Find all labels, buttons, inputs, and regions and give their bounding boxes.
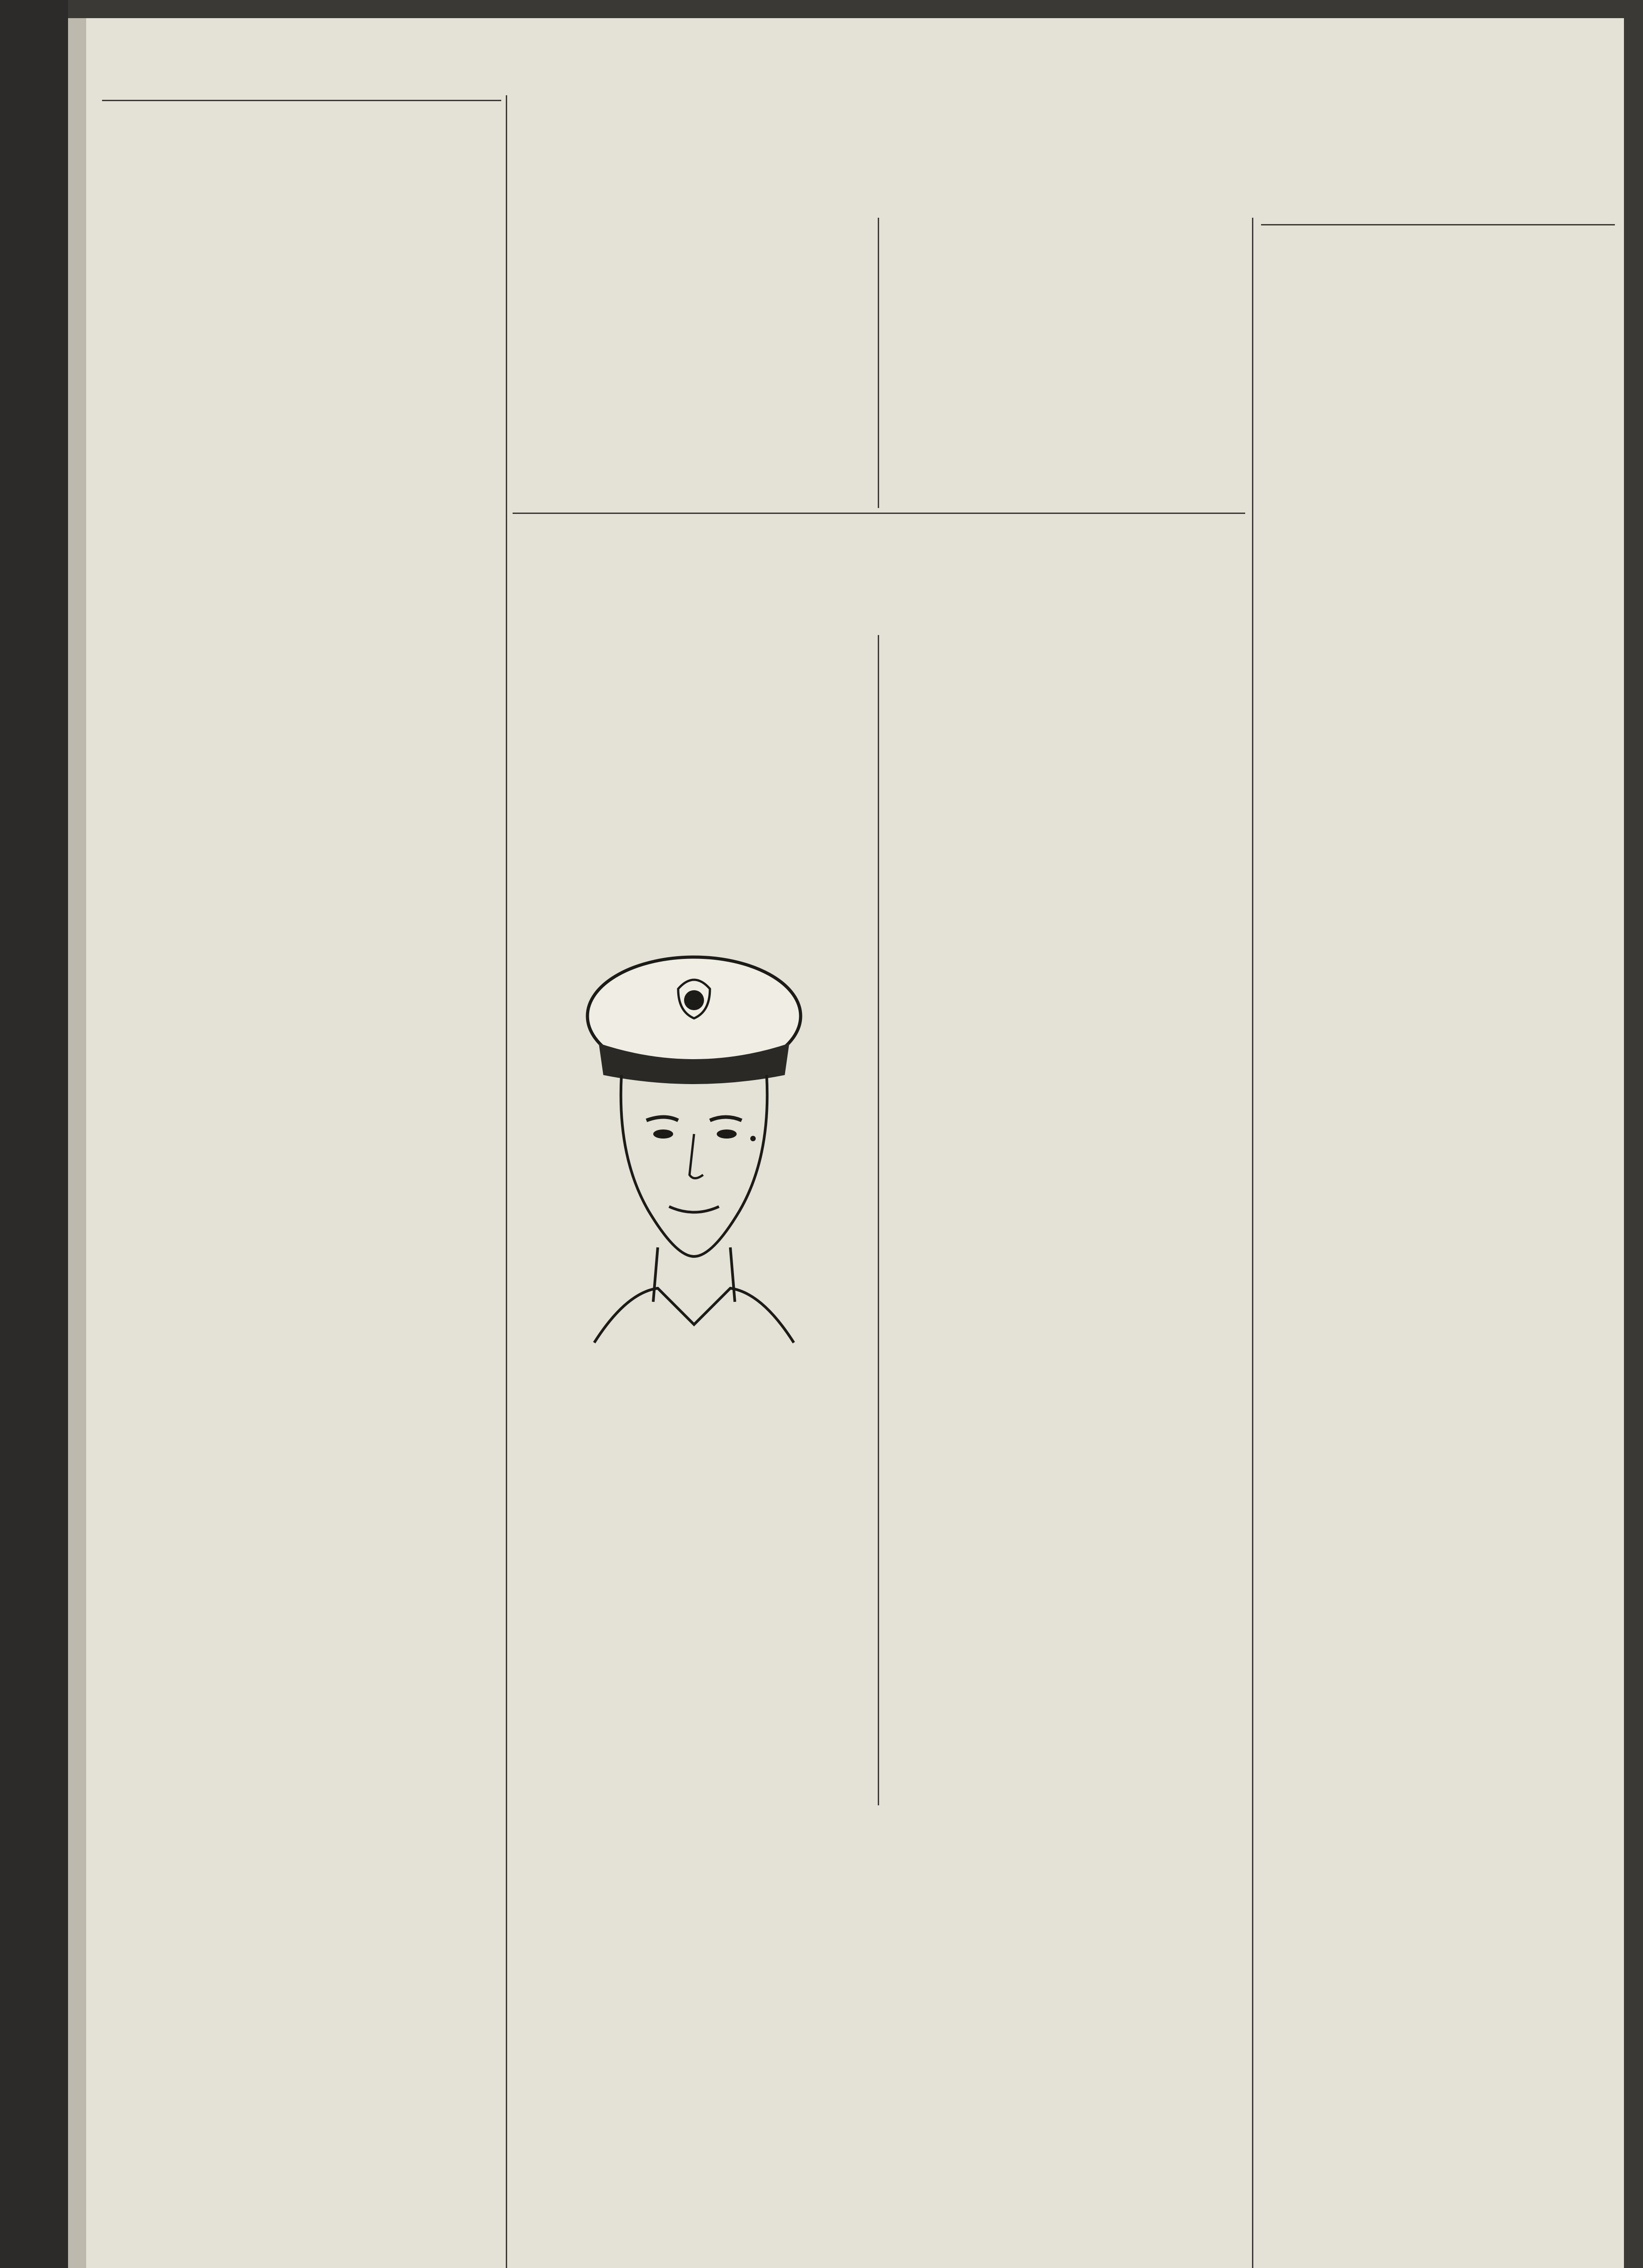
column-rule bbox=[878, 635, 879, 1805]
portrait-drawing bbox=[558, 939, 839, 1347]
divider bbox=[513, 513, 1245, 514]
divider bbox=[1261, 224, 1615, 225]
thailand-text-left bbox=[513, 635, 866, 637]
column-right bbox=[1261, 218, 1615, 229]
divider bbox=[102, 100, 501, 101]
column-rule bbox=[878, 218, 879, 508]
thailand-text-right bbox=[887, 635, 1245, 637]
portrait-illustration bbox=[558, 939, 839, 1347]
column-rule bbox=[1252, 218, 1253, 2268]
thailand-text-left-2 bbox=[513, 1429, 866, 1431]
column-wehrmacht-report bbox=[513, 218, 871, 220]
column-left bbox=[102, 95, 501, 108]
column-rule bbox=[506, 95, 507, 2268]
column-wehrmacht-report-cont bbox=[887, 218, 1245, 220]
newspaper-page bbox=[68, 18, 1624, 2268]
book-binding bbox=[0, 0, 68, 2268]
page-spine-shadow bbox=[68, 18, 86, 2268]
